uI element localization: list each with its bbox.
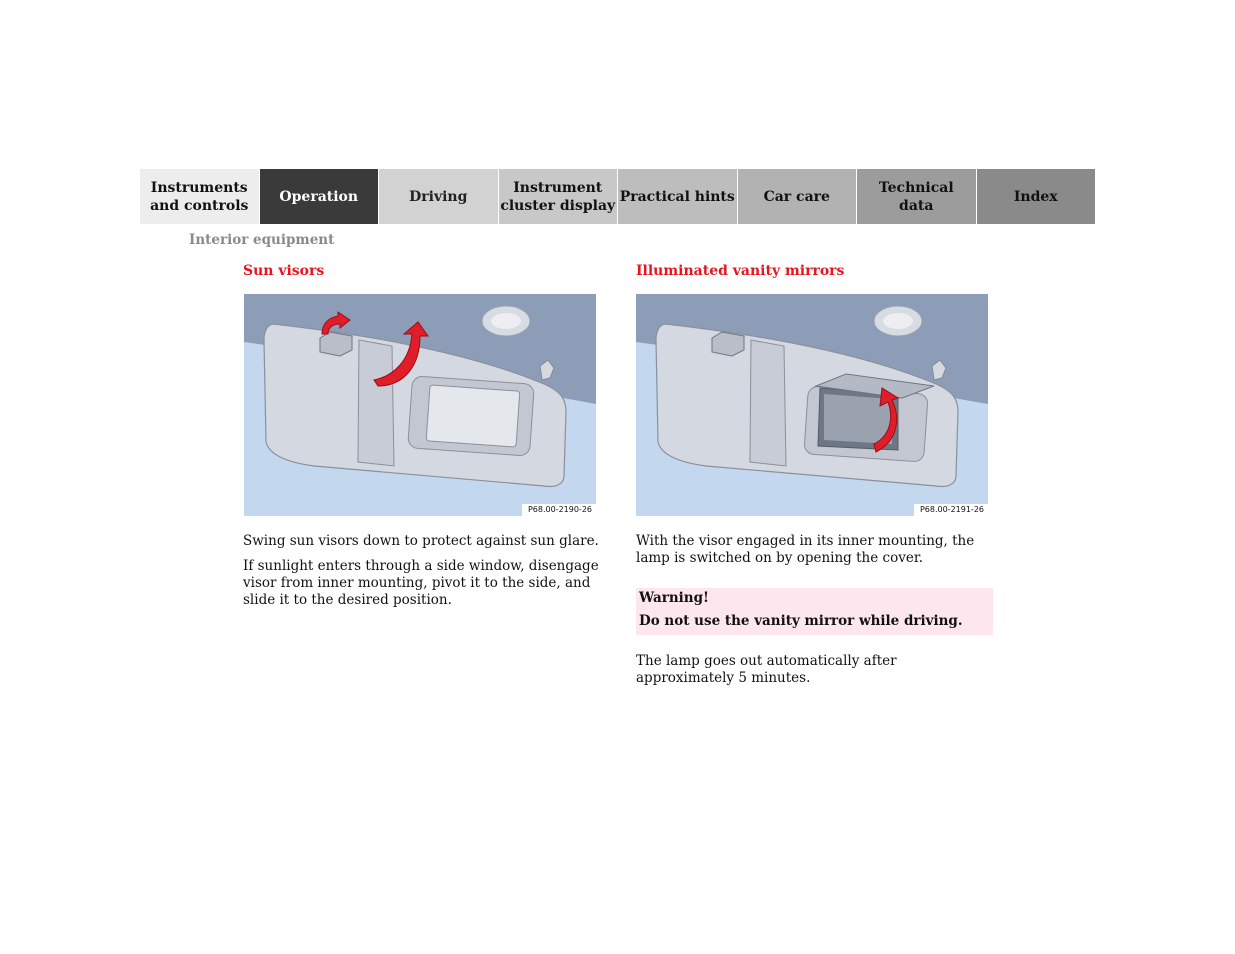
tab-index[interactable]: Index (977, 169, 1096, 224)
warning-box (636, 588, 993, 635)
sun-visors-paragraph-1: Swing sun visors down to protect against sun glare. (243, 533, 599, 549)
vanity-mirror-illustration (636, 294, 988, 516)
sun-visors-paragraph-2: If sunlight enters through a side window, disengage visor from inner mounting, pivot it to the side, and slide it to the desired position. (243, 558, 599, 608)
tab-instruments-and-controls[interactable]: Instruments and controls (140, 169, 260, 224)
chapter-tabs (140, 169, 1095, 224)
tab-car-care[interactable]: Car care (738, 169, 858, 224)
tab-technical-data[interactable]: Technical data (857, 169, 977, 224)
tab-driving[interactable]: Driving (379, 169, 499, 224)
tab-instrument-cluster-display[interactable]: Instrument cluster display (499, 169, 619, 224)
figure-code: P68.00-2190-26 (522, 504, 596, 516)
vanity-mirrors-paragraph-1: With the visor engaged in its inner mounting, the lamp is switched on by opening the cover. (636, 533, 975, 566)
tab-operation[interactable]: Operation (260, 169, 380, 224)
sun-visors-heading: Sun visors (243, 263, 325, 279)
warning-title: Warning! (639, 590, 709, 606)
vanity-mirrors-paragraph-2: The lamp goes out automatically after approximately 5 minutes. (636, 653, 897, 686)
sun-visor-illustration (244, 294, 596, 516)
warning-text: Do not use the vanity mirror while driving. (639, 613, 963, 629)
section-label: Interior equipment (189, 232, 335, 248)
tab-practical-hints[interactable]: Practical hints (618, 169, 738, 224)
vanity-mirror-drawing (636, 294, 988, 516)
sun-visor-drawing (244, 294, 596, 516)
vanity-mirrors-heading: Illuminated vanity mirrors (636, 263, 845, 279)
figure-code: P68.00-2191-26 (914, 504, 988, 516)
